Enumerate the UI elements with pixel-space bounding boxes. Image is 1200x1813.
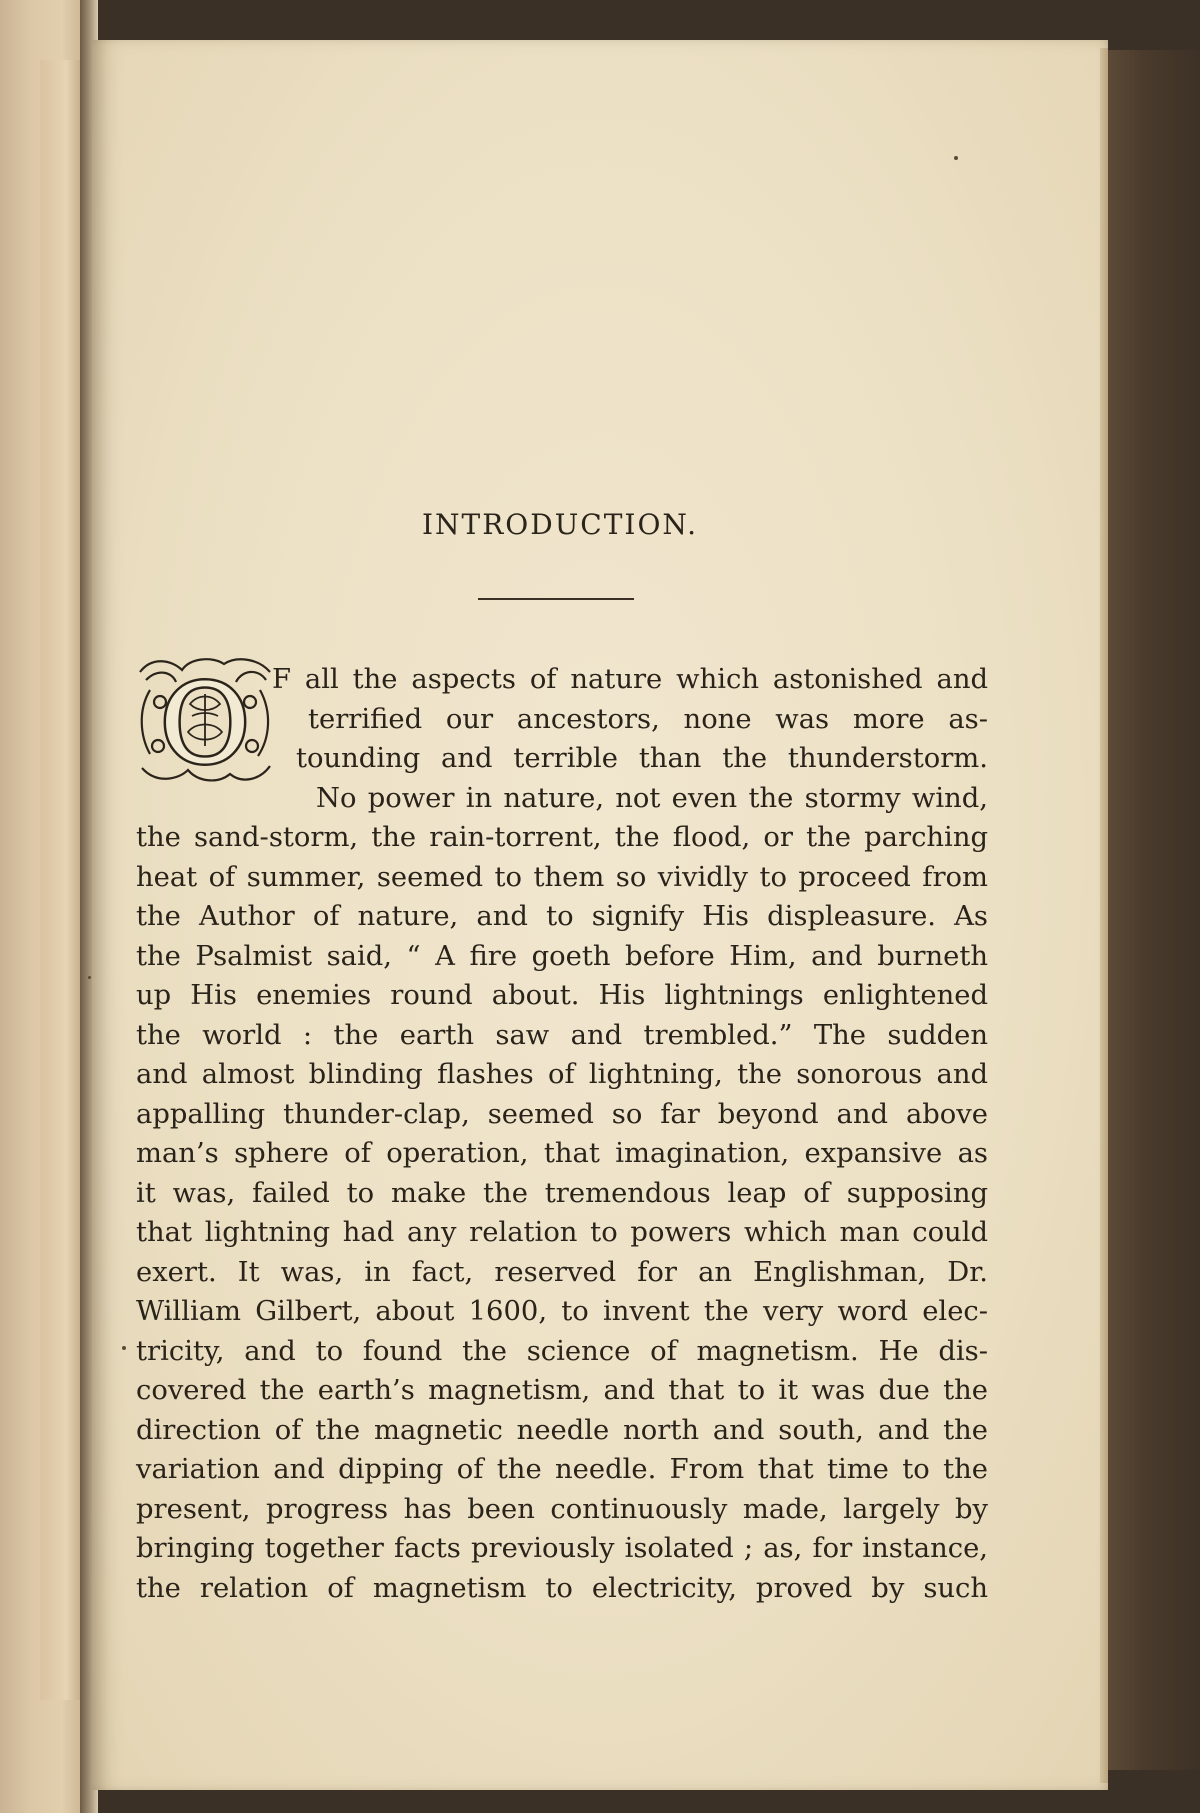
paper-speck: [954, 156, 958, 160]
text-line: F all the aspects of nature which astonished and: [272, 664, 988, 695]
text-line: heat of summer, seemed to them so vividly to proceed from: [136, 861, 988, 893]
text-line: tounding and terrible than the thunderstorm.: [296, 743, 988, 774]
drop-cap-letter: O: [159, 660, 251, 788]
text-line: appalling thunder-clap, seemed so far beyond and above: [136, 1098, 988, 1130]
text-line: the Psalmist said, “ A fire goeth before Him, and burneth: [136, 940, 988, 972]
book-cover-edge: [1106, 50, 1200, 1770]
text-line: William Gilbert, about 1600, to invent the very word elec-: [136, 1296, 988, 1327]
page-right-edge: [1100, 48, 1108, 1783]
text-line: that lightning had any relation to powers which man could: [136, 1217, 988, 1248]
text-line: variation and dipping of the needle. From that time to the: [136, 1454, 988, 1485]
text-line: the sand-storm, the rain-torrent, the flood, or the parching: [136, 822, 988, 853]
text-line: tricity, and to found the science of magnetism. He dis-: [136, 1335, 988, 1367]
body-text: [136, 660, 988, 1608]
text-line: exert. It was, in fact, reserved for an Englishman, Dr.: [136, 1256, 988, 1288]
text-line: up His enemies round about. His lightnings enlightened: [136, 980, 988, 1011]
text-line: man’s sphere of operation, that imagination, expansive as: [136, 1138, 988, 1169]
text-line: present, progress has been continuously made, largely by: [136, 1493, 988, 1525]
text-line: direction of the magnetic needle north and south, and the: [136, 1414, 988, 1446]
text-line: the Author of nature, and to signify His displeasure. As: [136, 901, 988, 932]
chapter-heading: INTRODUCTION.: [421, 508, 699, 541]
text-line: the relation of magnetism to electricity, proved by such: [136, 1572, 988, 1604]
left-page-stack: [40, 60, 85, 1700]
text-line: it was, failed to make the tremendous leap of supposing: [136, 1177, 988, 1209]
text-line: the world : the earth saw and trembled.” The sudden: [136, 1019, 988, 1051]
text-line: terrified our ancestors, none was more as-: [308, 703, 988, 735]
heading-rule: [478, 598, 634, 600]
text-line: bringing together facts previously isolated ; as, for instance,: [136, 1533, 988, 1564]
paper-speck: [122, 1346, 126, 1350]
text-line: covered the earth’s magnetism, and that to it was due the: [136, 1375, 988, 1406]
text-line: and almost blinding flashes of lightning, the sonorous and: [136, 1059, 988, 1090]
paper-speck: [88, 976, 91, 979]
text-line: No power in nature, not even the stormy wind,: [316, 782, 988, 814]
